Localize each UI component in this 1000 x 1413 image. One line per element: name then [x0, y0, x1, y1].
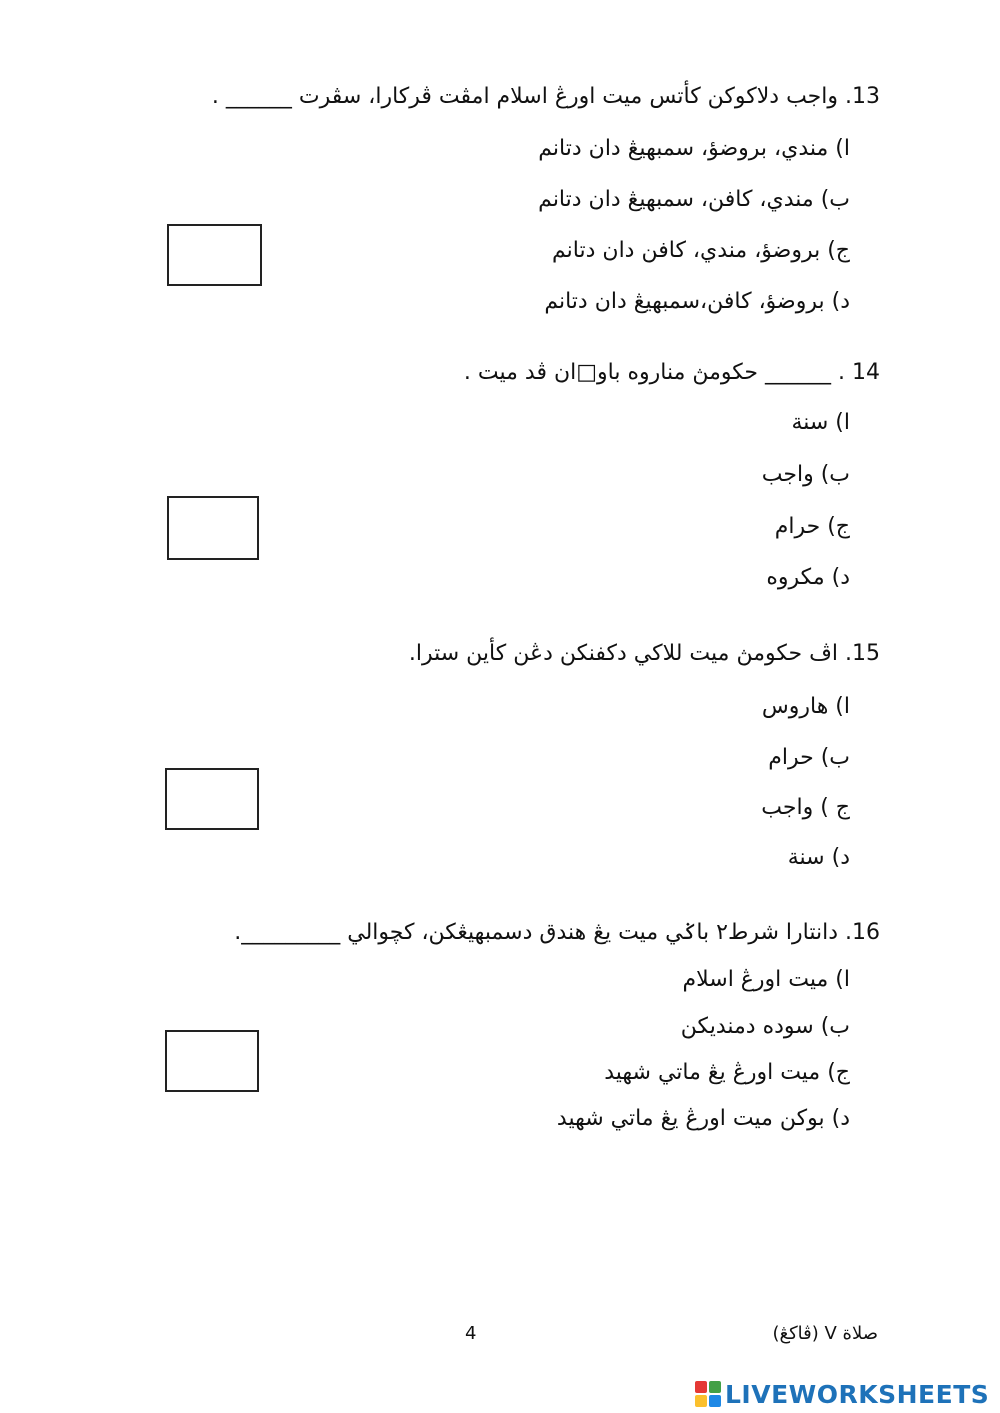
- subject-footer: صلاة V (ڤاكڠ): [772, 1323, 878, 1344]
- page-number: 4: [465, 1323, 477, 1344]
- question-16-option-a: ا) ميت اورڠ اسلام: [682, 967, 850, 992]
- question-14-prompt: 14 . ______ حكومڽ مناروه باو□ان ڤد ميت .: [463, 360, 880, 385]
- question-16-answer-box[interactable]: [165, 1030, 259, 1092]
- question-14-option-c: ج) حرام: [774, 514, 850, 539]
- liveworksheets-logo-icon: [695, 1381, 721, 1407]
- question-15-option-b: ب) حرام: [768, 745, 850, 770]
- question-15-option-c: ج ) واجب: [761, 795, 850, 820]
- question-16-option-d: د) بوكن ميت اورڠ يڠ ماتي شهيد: [556, 1106, 850, 1131]
- question-15-option-a: ا) هاروس: [761, 694, 850, 719]
- question-13-option-d: د) بروضؤ، كافن،سمبهيڠ دان دتانم: [544, 289, 850, 314]
- brand-name: LIVEWORKSHEETS: [725, 1379, 990, 1409]
- question-13-option-a: ا) مندي، بروضؤ، سمبهيڠ دان دتانم: [538, 136, 850, 161]
- question-16-prompt: 16. دانتارا شرط٢ باݢي ميت يڠ هندق دسمبهيڠكن، كچوالي _________.: [234, 920, 880, 945]
- question-13-option-c: ج) بروضؤ، مندي، كافن دان دتانم: [552, 238, 850, 263]
- question-14-option-b: ب) واجب: [761, 462, 850, 487]
- question-14-option-a: ا) سنة: [791, 410, 850, 435]
- liveworksheets-brand[interactable]: [695, 1378, 989, 1410]
- question-15-prompt: 15. اڤ حكومڽ ميت للاكي دكفنكن دڠن كأين سترا.: [408, 641, 880, 666]
- question-13-answer-box[interactable]: [167, 224, 262, 286]
- question-13-option-b: ب) مندي، كافن، سمبهيڠ دان دتانم: [538, 187, 850, 212]
- question-14-answer-box[interactable]: [167, 496, 259, 560]
- question-16-option-c: ج) ميت اورڠ يڠ ماتي شهيد: [604, 1060, 850, 1085]
- question-15-option-d: د) سنة: [787, 845, 850, 870]
- question-14-option-d: د) مكروه: [766, 565, 850, 590]
- question-15-answer-box[interactable]: [165, 768, 259, 830]
- question-16-option-b: ب) سوده دمنديكن: [680, 1014, 850, 1039]
- question-13-prompt: 13. واجب دلاكوكن كأتس ميت اورڠ اسلام امڤت ڤركارا، سڤرت ______ .: [211, 84, 880, 109]
